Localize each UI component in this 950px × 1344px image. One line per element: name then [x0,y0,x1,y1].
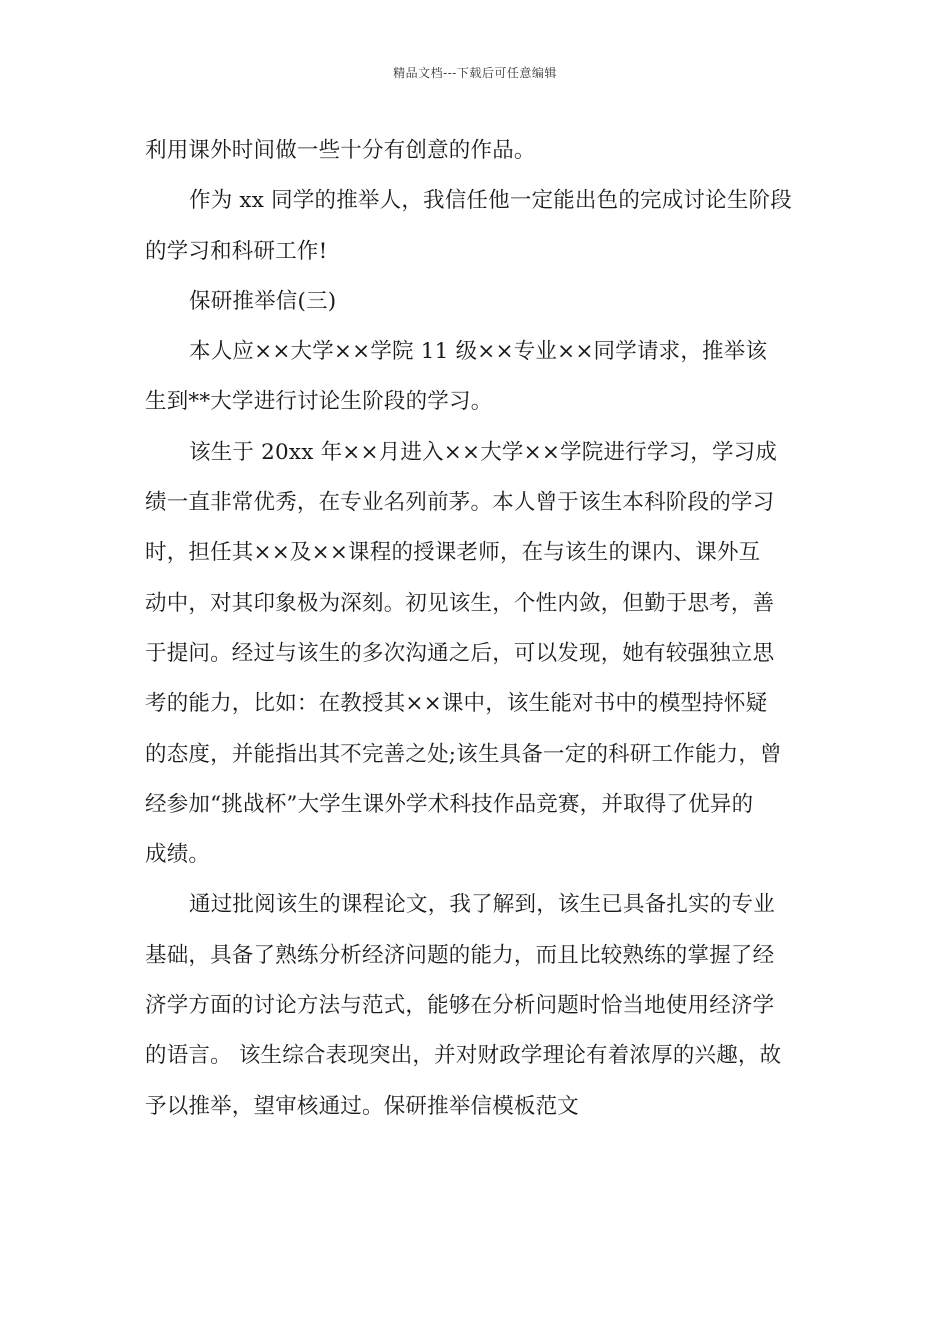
text-line: 成绩。 [145,842,211,868]
text-line: 利用课外时间做一些十分有创意的作品。 [145,138,536,163]
text-line: 基础，具备了熟练分析经济问题的能力，而且比较熟练的掌握了经 [145,942,775,968]
text-line: 的态度，并能指出其不完善之处;该生具备一定的科研工作能力，曾 [145,741,782,767]
text-line: 经参加“挑战杯”大学生课外学术科技作品竞赛，并取得了优异的 [145,791,754,817]
page-header: 精品文档---下载后可任意编辑 [393,66,557,80]
text-line: 本人应××大学××学院 11 级××专业××同学请求，推举该 [189,339,768,365]
text-line: 济学方面的讨论方法与范式，能够在分析问题时恰当地使用经济学 [145,993,775,1019]
text-line: 的语言。 该生综合表现突出，并对财政学理论有着浓厚的兴趣，故 [145,1043,782,1069]
text-line: 时，担任其××及××课程的授课老师，在与该生的课内、课外互 [145,540,761,566]
text-line: 考的能力，比如：在教授其××课中，该生能对书中的模型持怀疑 [145,691,768,717]
text-line: 绩一直非常优秀，在专业名列前茅。本人曾于该生本科阶段的学习 [145,490,775,516]
text-line: 予以推举，望审核通过。保研推举信模板范文 [145,1093,580,1119]
text-line: 该生于 20xx 年××月进入××大学××学院进行学习，学习成 [189,439,778,465]
text-line: 动中，对其印象极为深刻。初见该生，个性内敛，但勤于思考，善 [145,590,775,616]
document-body [145,126,810,1132]
section-title: 保研推举信(三) [189,288,337,314]
text-line: 作为 xx 同学的推举人，我信任他一定能出色的完成讨论生阶段 [189,188,792,214]
text-line: 通过批阅该生的课程论文，我了解到，该生已具备扎实的专业 [189,892,775,918]
text-line: 的学习和科研工作! [145,238,328,264]
text-line: 于提问。经过与该生的多次沟通之后，可以发现，她有较强独立思 [145,640,775,666]
text-line: 生到**大学进行讨论生阶段的学习。 [145,389,493,415]
